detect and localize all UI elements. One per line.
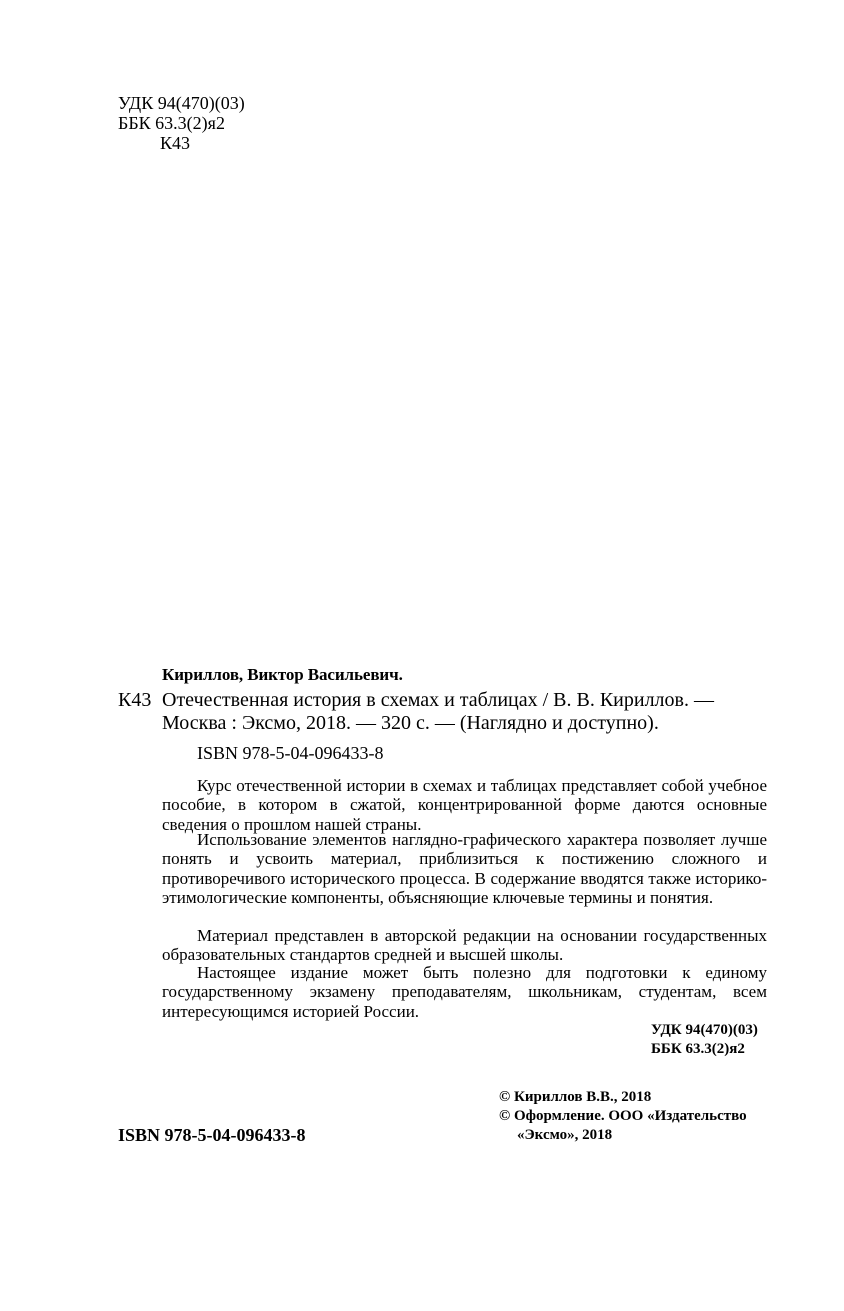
annotation-paragraph-2: Использование элементов наглядно-графического характера позволяет лучше понять и усвоить материал, приблизиться к постижению сложного и противоречивого исторического процесса. В содержание вводятся также историко-этимологические компоненты, объясняющие ключевые термины и понятия. — [162, 830, 767, 907]
bibliography-author: Кириллов, Виктор Васильевич. — [162, 665, 403, 684]
author-mark: К43 — [160, 133, 191, 153]
copyright-author: © Кириллов В.В., 2018 — [499, 1089, 652, 1105]
copyright-design-line-1: © Оформление. ООО «Издательство — [499, 1108, 747, 1124]
bibliography-isbn: ISBN 978-5-04-096433-8 — [197, 743, 384, 763]
udk-code-footer: УДК 94(470)(03) — [651, 1022, 758, 1038]
bibliography-title-line-2: Москва : Эксмо, 2018. — 320 с. — (Наглядно и доступно). — [162, 712, 659, 734]
bibliography-title-line-1: Отечественная история в схемах и таблицах / В. В. Кириллов. — — [162, 689, 714, 711]
annotation-paragraph-1: Курс отечественной истории в схемах и таблицах представляет собой учебное пособие, в котором в сжатой, концентрированной форме даются основные сведения о прошлом нашей страны. — [162, 776, 767, 834]
bibliography-author-mark: К43 — [118, 689, 152, 711]
isbn-footer: ISBN 978-5-04-096433-8 — [118, 1125, 306, 1145]
copyright-design-line-2: «Эксмо», 2018 — [517, 1127, 613, 1143]
bbk-code-footer: ББК 63.3(2)я2 — [651, 1041, 745, 1057]
bbk-code: ББК 63.3(2)я2 — [118, 113, 225, 133]
annotation-paragraph-3: Материал представлен в авторской редакции на основании государственных образовательных стандартов средней и высшей школы. — [162, 926, 767, 965]
udk-code: УДК 94(470)(03) — [118, 93, 245, 113]
annotation-paragraph-4: Настоящее издание может быть полезно для подготовки к единому государственному экзамену преподавателям, школьникам, студентам, всем интересующимся историей России. — [162, 963, 767, 1021]
